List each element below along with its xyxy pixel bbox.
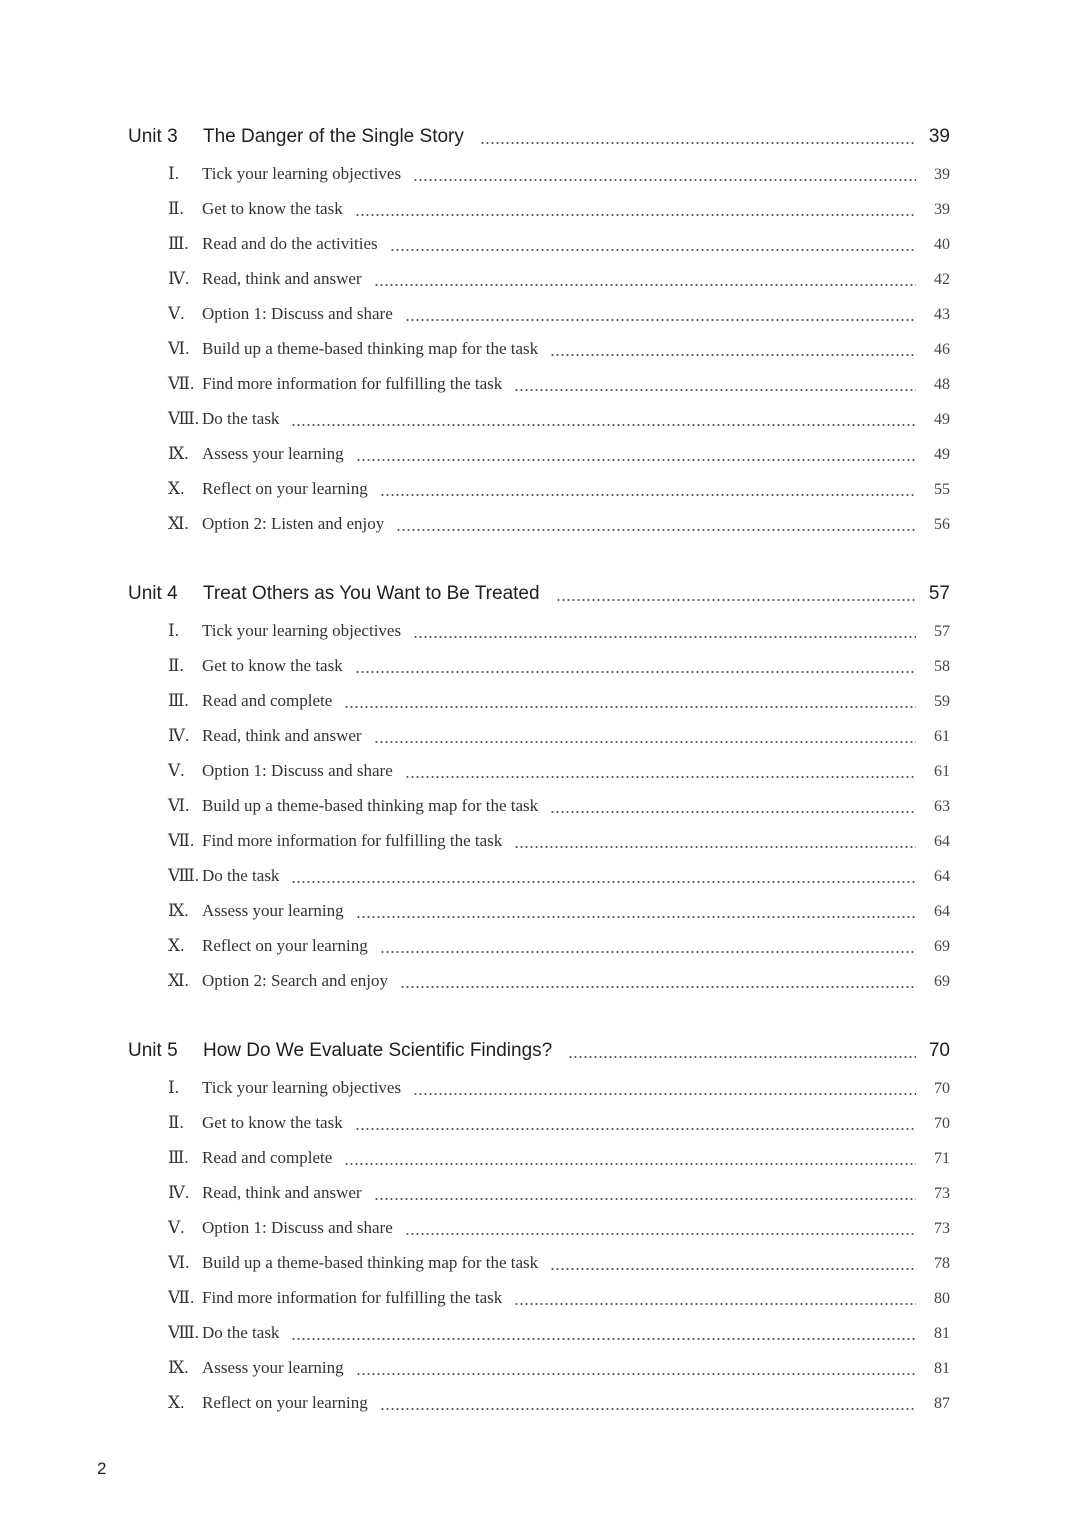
item-numeral: Ⅴ. <box>168 761 185 780</box>
item-numeral: Ⅳ. <box>168 1183 190 1202</box>
toc-item[interactable] <box>168 1078 950 1106</box>
unit-title: Treat Others as You Want to Be Treated <box>203 583 540 604</box>
item-numeral: Ⅳ. <box>168 726 190 745</box>
dot-leader <box>400 986 916 988</box>
item-numeral: Ⅰ. <box>168 1078 179 1097</box>
item-page-number: 73 <box>934 1185 950 1202</box>
item-page-number: 64 <box>934 833 950 850</box>
footer-page-number: 2 <box>97 1459 107 1478</box>
dot-leader <box>344 706 916 708</box>
dot-leader <box>356 916 916 918</box>
item-numeral: Ⅶ. <box>168 1288 195 1307</box>
toc-item[interactable] <box>168 479 950 507</box>
dot-leader <box>380 494 916 496</box>
item-label: Build up a theme-based thinking map for the task <box>202 339 539 358</box>
item-page-number: 61 <box>934 728 950 745</box>
item-numeral: Ⅵ. <box>168 1253 190 1272</box>
item-page-number: 73 <box>934 1220 950 1237</box>
item-numeral: Ⅴ. <box>168 304 185 323</box>
dot-leader <box>514 1303 916 1305</box>
item-numeral: Ⅷ. <box>168 409 200 428</box>
item-page-number: 61 <box>934 763 950 780</box>
item-numeral: Ⅱ. <box>168 656 184 675</box>
toc-item[interactable] <box>168 1148 950 1176</box>
toc-item[interactable] <box>168 514 950 542</box>
toc-item[interactable] <box>168 726 950 754</box>
dot-leader <box>355 671 916 673</box>
toc-item[interactable] <box>168 164 950 192</box>
dot-leader <box>568 1056 916 1058</box>
item-page-number: 39 <box>934 201 950 218</box>
dot-leader <box>514 389 916 391</box>
item-page-number: 69 <box>934 938 950 955</box>
unit-number: Unit 4 <box>128 583 178 604</box>
item-page-number: 55 <box>934 481 950 498</box>
item-label: Do the task <box>202 1323 280 1342</box>
dot-leader <box>344 1163 916 1165</box>
item-page-number: 42 <box>934 271 950 288</box>
item-page-number: 57 <box>934 623 950 640</box>
toc-item[interactable] <box>168 304 950 332</box>
item-numeral: Ⅳ. <box>168 269 190 288</box>
dot-leader <box>396 529 916 531</box>
dot-leader <box>291 881 916 883</box>
toc-item[interactable] <box>168 831 950 859</box>
item-label: Read and complete <box>202 691 333 710</box>
toc-item[interactable] <box>168 761 950 789</box>
item-label: Option 2: Listen and enjoy <box>202 514 385 533</box>
item-page-number: 70 <box>934 1080 950 1097</box>
item-label: Do the task <box>202 866 280 885</box>
item-label: Find more information for fulfilling the task <box>202 374 503 393</box>
unit-heading[interactable] <box>128 1040 950 1070</box>
toc-item[interactable] <box>168 339 950 367</box>
toc-item[interactable] <box>168 269 950 297</box>
item-label: Option 1: Discuss and share <box>202 761 393 780</box>
dot-leader <box>356 459 916 461</box>
item-page-number: 71 <box>934 1150 950 1167</box>
item-page-number: 49 <box>934 446 950 463</box>
unit-title: How Do We Evaluate Scientific Findings? <box>203 1040 553 1061</box>
item-label: Option 1: Discuss and share <box>202 1218 393 1237</box>
dot-leader <box>514 846 916 848</box>
unit-number: Unit 5 <box>128 1040 178 1061</box>
item-label: Find more information for fulfilling the task <box>202 1288 503 1307</box>
toc-item[interactable] <box>168 621 950 649</box>
toc-item[interactable] <box>168 234 950 262</box>
item-numeral: Ⅱ. <box>168 199 184 218</box>
item-page-number: 80 <box>934 1290 950 1307</box>
item-page-number: 81 <box>934 1325 950 1342</box>
dot-leader <box>480 142 916 144</box>
item-numeral: Ⅲ. <box>168 691 189 710</box>
toc-item[interactable] <box>168 1288 950 1316</box>
dot-leader <box>380 1408 916 1410</box>
item-page-number: 49 <box>934 411 950 428</box>
toc-item[interactable] <box>168 656 950 684</box>
item-label: Option 2: Search and enjoy <box>202 971 389 990</box>
item-page-number: 58 <box>934 658 950 675</box>
dot-leader <box>405 776 916 778</box>
unit-title: The Danger of the Single Story <box>203 126 464 147</box>
unit-number: Unit 3 <box>128 126 178 147</box>
item-label: Read and complete <box>202 1148 333 1167</box>
toc-item[interactable] <box>168 1358 950 1386</box>
item-numeral: Ⅺ. <box>168 971 189 990</box>
item-label: Tick your learning objectives <box>202 164 402 183</box>
unit-page-number: 39 <box>928 126 950 147</box>
item-numeral: Ⅴ. <box>168 1218 185 1237</box>
toc-item[interactable] <box>168 691 950 719</box>
item-label: Build up a theme-based thinking map for the task <box>202 796 539 815</box>
unit-heading[interactable] <box>128 126 950 156</box>
item-label: Reflect on your learning <box>202 479 368 498</box>
item-page-number: 43 <box>934 306 950 323</box>
toc-item[interactable] <box>168 1218 950 1246</box>
item-label: Read, think and answer <box>202 726 362 745</box>
item-numeral: Ⅹ. <box>168 1393 185 1412</box>
item-label: Build up a theme-based thinking map for the task <box>202 1253 539 1272</box>
item-page-number: 69 <box>934 973 950 990</box>
unit-page-number: 70 <box>928 1040 950 1061</box>
item-label: Get to know the task <box>202 199 343 218</box>
dot-leader <box>374 284 916 286</box>
item-page-number: 59 <box>934 693 950 710</box>
item-page-number: 46 <box>934 341 950 358</box>
item-numeral: Ⅺ. <box>168 514 189 533</box>
dot-leader <box>556 599 916 601</box>
dot-leader <box>550 354 916 356</box>
unit-heading[interactable] <box>128 583 950 613</box>
item-label: Assess your learning <box>202 444 344 463</box>
toc-item[interactable] <box>168 1253 950 1281</box>
item-label: Read and do the activities <box>202 234 378 253</box>
toc-item[interactable] <box>168 1183 950 1211</box>
item-numeral: Ⅵ. <box>168 796 190 815</box>
item-label: Find more information for fulfilling the task <box>202 831 503 850</box>
toc-item[interactable] <box>168 1323 950 1351</box>
toc-item[interactable] <box>168 444 950 472</box>
dot-leader <box>374 741 916 743</box>
item-numeral: Ⅲ. <box>168 234 189 253</box>
toc-item[interactable] <box>168 1393 950 1421</box>
item-numeral: Ⅲ. <box>168 1148 189 1167</box>
item-label: Assess your learning <box>202 1358 344 1377</box>
item-page-number: 40 <box>934 236 950 253</box>
item-numeral: Ⅷ. <box>168 866 200 885</box>
item-page-number: 63 <box>934 798 950 815</box>
item-numeral: Ⅸ. <box>168 1358 189 1377</box>
item-page-number: 78 <box>934 1255 950 1272</box>
item-page-number: 81 <box>934 1360 950 1377</box>
item-label: Reflect on your learning <box>202 936 368 955</box>
dot-leader <box>550 1268 916 1270</box>
item-label: Read, think and answer <box>202 1183 362 1202</box>
item-page-number: 64 <box>934 868 950 885</box>
item-label: Get to know the task <box>202 656 343 675</box>
dot-leader <box>405 1233 916 1235</box>
toc-item[interactable] <box>168 866 950 894</box>
item-numeral: Ⅷ. <box>168 1323 200 1342</box>
toc-item[interactable] <box>168 374 950 402</box>
dot-leader <box>390 249 916 251</box>
item-numeral: Ⅶ. <box>168 374 195 393</box>
item-label: Get to know the task <box>202 1113 343 1132</box>
dot-leader <box>405 319 916 321</box>
dot-leader <box>380 951 916 953</box>
dot-leader <box>550 811 916 813</box>
item-page-number: 48 <box>934 376 950 393</box>
item-page-number: 56 <box>934 516 950 533</box>
toc-item[interactable] <box>168 971 950 999</box>
item-numeral: Ⅹ. <box>168 479 185 498</box>
item-page-number: 64 <box>934 903 950 920</box>
dot-leader <box>291 424 916 426</box>
item-numeral: Ⅸ. <box>168 444 189 463</box>
toc-item[interactable] <box>168 901 950 929</box>
dot-leader <box>413 1093 916 1095</box>
item-label: Read, think and answer <box>202 269 362 288</box>
dot-leader <box>291 1338 916 1340</box>
item-numeral: Ⅱ. <box>168 1113 184 1132</box>
dot-leader <box>356 1373 916 1375</box>
toc-item[interactable] <box>168 409 950 437</box>
toc-item[interactable] <box>168 936 950 964</box>
unit-page-number: 57 <box>928 583 950 604</box>
toc-item[interactable] <box>168 199 950 227</box>
dot-leader <box>355 214 916 216</box>
item-numeral: Ⅹ. <box>168 936 185 955</box>
dot-leader <box>413 636 916 638</box>
item-label: Tick your learning objectives <box>202 621 402 640</box>
item-label: Option 1: Discuss and share <box>202 304 393 323</box>
item-label: Do the task <box>202 409 280 428</box>
item-numeral: Ⅰ. <box>168 164 179 183</box>
item-label: Tick your learning objectives <box>202 1078 402 1097</box>
item-numeral: Ⅵ. <box>168 339 190 358</box>
item-label: Reflect on your learning <box>202 1393 368 1412</box>
item-numeral: Ⅰ. <box>168 621 179 640</box>
item-label: Assess your learning <box>202 901 344 920</box>
toc-item[interactable] <box>168 1113 950 1141</box>
item-page-number: 87 <box>934 1395 950 1412</box>
dot-leader <box>355 1128 916 1130</box>
item-numeral: Ⅸ. <box>168 901 189 920</box>
dot-leader <box>374 1198 916 1200</box>
toc-item[interactable] <box>168 796 950 824</box>
item-page-number: 70 <box>934 1115 950 1132</box>
item-numeral: Ⅶ. <box>168 831 195 850</box>
item-page-number: 39 <box>934 166 950 183</box>
dot-leader <box>413 179 916 181</box>
